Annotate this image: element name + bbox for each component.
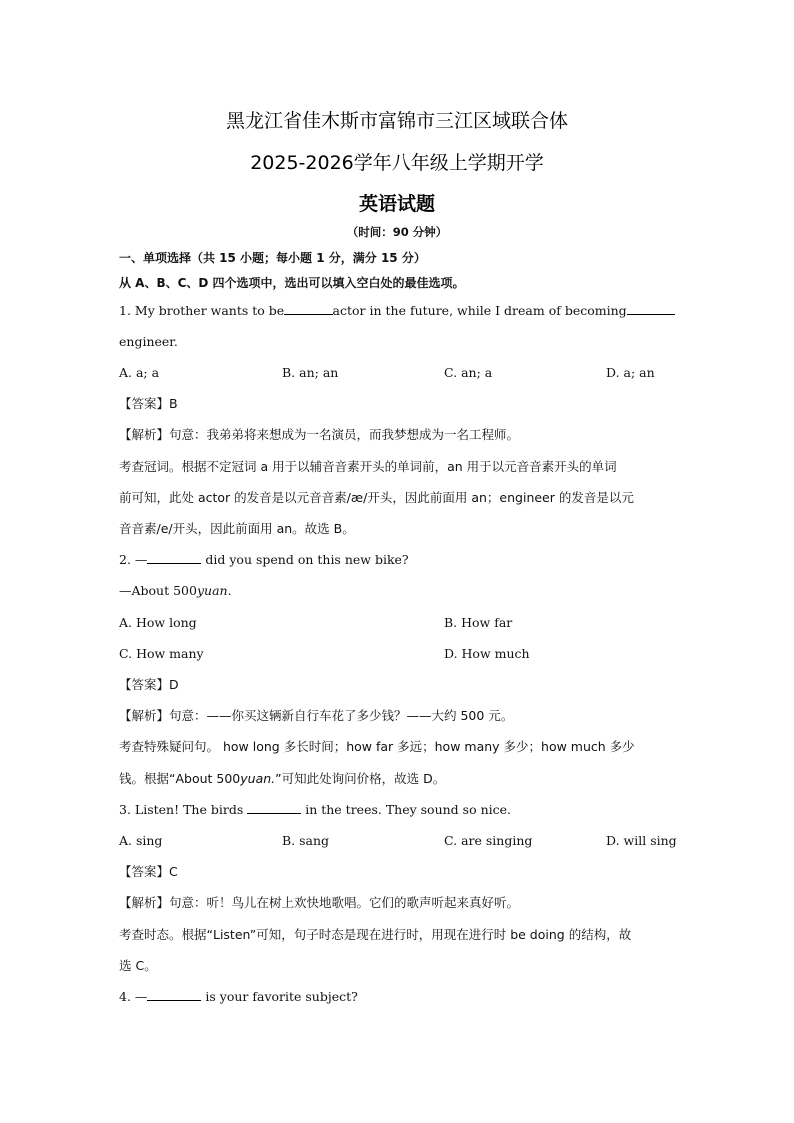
q3-analysis-3: 选 C。 [119, 958, 157, 973]
q2-reply-a: —About 500 [119, 583, 197, 598]
q1-option-c: C. an; a [444, 365, 493, 380]
q3-option-a: A. sing [119, 833, 163, 848]
title-line-1: 黑龙江省佳木斯市富锦市三江区域联合体 [225, 110, 568, 132]
q3-answer: 【答案】C [119, 864, 178, 879]
q4-stem [119, 988, 675, 1006]
q2-option-a: A. How long [119, 615, 197, 630]
q1-option-b: B. an; an [282, 365, 339, 380]
q3-stem-b: in the trees. They sound so nice. [305, 802, 511, 817]
section-heading: 一、单项选择（共 15 小题；每小题 1 分，满分 15 分） [119, 251, 426, 265]
q2-analysis-1: 【解析】句意：——你买这辆新自行车花了多少钱？——大约 500 元。 [119, 708, 514, 723]
q1-stem-b: actor in the future, while I dream of becoming [332, 303, 627, 318]
q3-stem-a: 3. Listen! The birds [119, 802, 244, 817]
title-line-2: 2025-2026学年八年级上学期开学 [250, 152, 544, 174]
q3-option-d: D. will sing [606, 833, 677, 848]
q3-analysis-1: 【解析】句意：听！鸟儿在树上欢快地歌唱。它们的歌声听起来真好听。 [119, 895, 520, 910]
q1-option-a: A. a; a [119, 365, 160, 380]
q2-stem [119, 551, 675, 569]
q1-stem [119, 302, 675, 320]
title-line-3: 英语试题 [358, 193, 435, 215]
answer-blank [627, 302, 675, 315]
q1-analysis-1: 【解析】句意：我弟弟将来想成为一名演员，而我梦想成为一名工程师。 [119, 427, 520, 442]
q3-option-b: B. sang [282, 833, 330, 848]
answer-blank [247, 801, 301, 814]
q2-answer: 【答案】D [119, 677, 179, 692]
q2-reply [119, 582, 675, 600]
q1-answer: 【答案】B [119, 396, 178, 411]
q1-analysis-2: 考查冠词。根据不定冠词 a 用于以辅音音素开头的单词前，an 用于以元音音素开头的单词 [119, 459, 617, 474]
q3-analysis-2: 考查时态。根据“Listen”可知，句子时态是现在进行时，用现在进行时 be doing 的结构，故 [119, 927, 632, 942]
q1-stem-c: engineer. [119, 334, 178, 349]
q2-analysis-3b: yuan. [240, 771, 276, 786]
q2-option-c: C. How many [119, 646, 204, 661]
q1-stem-a: 1. My brother wants to be [119, 303, 285, 318]
q2-analysis-3a: 钱。根据“About 500 [119, 771, 241, 786]
q1-analysis-3: 前可知，此处 actor 的发音是以元音音素/æ/开头，因此前面用 an；engineer 的发音是以元 [119, 490, 634, 505]
q2-stem-a: 2. — [119, 552, 148, 567]
q2-reply-b: yuan [196, 583, 228, 598]
exam-time: （时间：90 分钟） [346, 225, 448, 239]
q2-reply-c: . [227, 583, 232, 598]
q2-analysis-2: 考查特殊疑问句。 how long 多长时间；how far 多远；how many 多少；how much 多少 [119, 739, 635, 754]
q2-stem-b: did you spend on this new bike? [205, 552, 409, 567]
q2-analysis-3c: ”可知此处询问价格，故选 D。 [275, 771, 446, 786]
answer-blank [147, 988, 201, 1001]
answer-blank [147, 551, 201, 564]
q4-stem-a: 4. — [119, 989, 148, 1004]
q1-option-d: D. a; an [606, 365, 655, 380]
q1-analysis-4: 音音素/e/开头，因此前面用 an。故选 B。 [119, 521, 355, 536]
q3-option-c: C. are singing [444, 833, 533, 848]
q2-option-b: B. How far [444, 615, 513, 630]
answer-blank [284, 302, 332, 315]
q4-stem-b: is your favorite subject? [205, 989, 358, 1004]
q2-option-d: D. How much [444, 646, 530, 661]
q2-analysis-3 [119, 770, 675, 788]
q3-stem [119, 801, 675, 819]
section-instruction: 从 A、B、C、D 四个选项中，选出可以填入空白处的最佳选项。 [119, 276, 465, 290]
